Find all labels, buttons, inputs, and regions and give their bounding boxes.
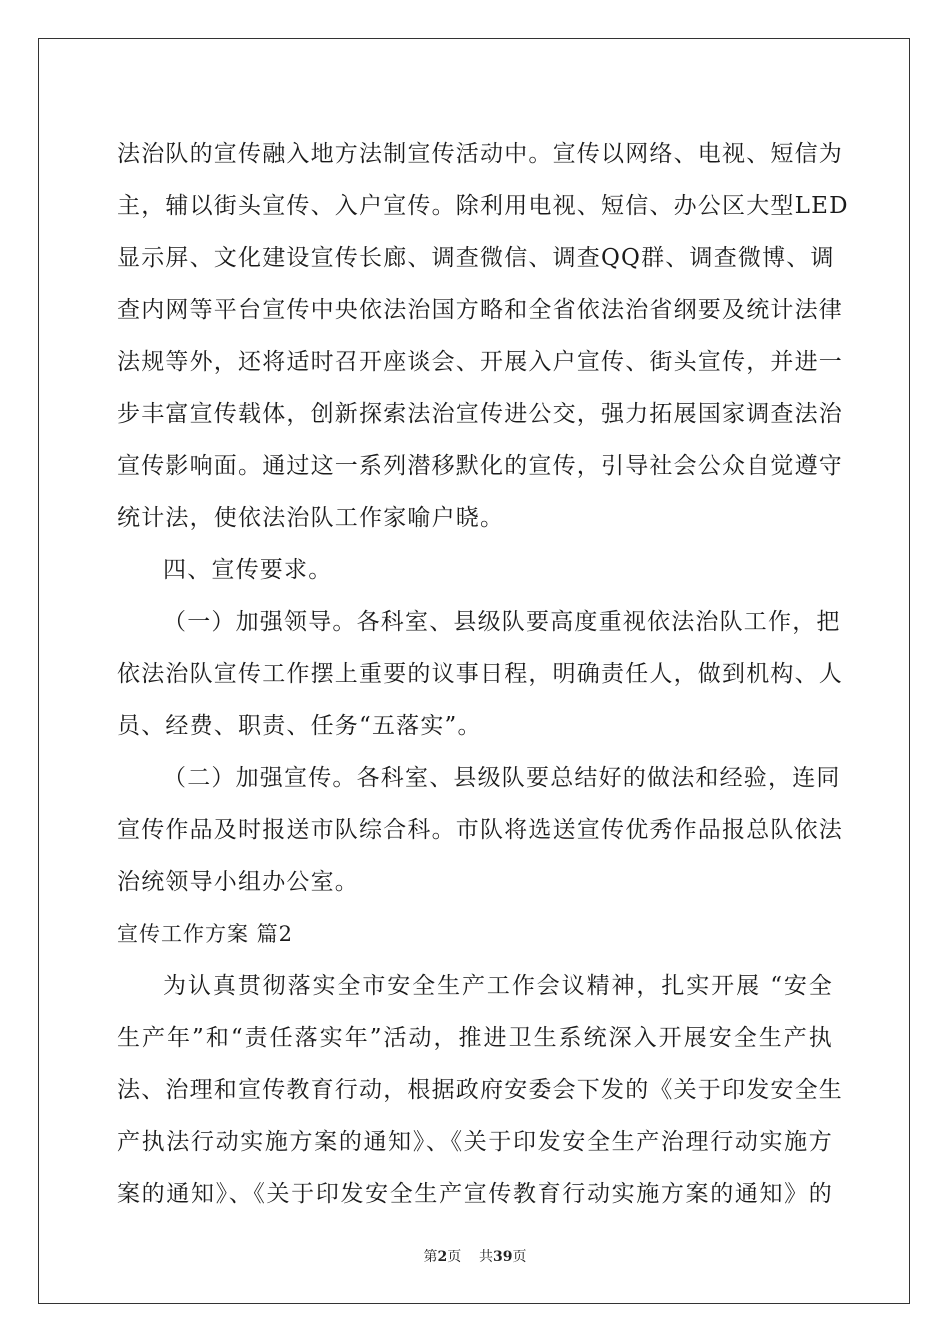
text-line: （一）加强领导。各科室、县级队要高度重视依法治队工作，把	[163, 609, 841, 635]
text-line: 生产年”和“责任落实年”活动，推进卫生系统深入开展安全生产执	[117, 1025, 833, 1051]
page-unit: 页	[447, 1249, 462, 1265]
text-line: 宣传影响面。通过这一系列潜移默化的宣传，引导社会公众自觉遵守	[117, 453, 843, 479]
total-unit: 页	[512, 1249, 527, 1265]
section-heading: 四、宣传要求。	[163, 557, 333, 583]
text-line: 产执法行动实施方案的通知》、《关于印发安全生产治理行动实施方	[117, 1129, 833, 1155]
page-footer	[0, 1246, 950, 1266]
text-line: 宣传作品及时报送市队综合科。市队将选送宣传优秀作品报总队依法	[117, 817, 843, 843]
total-prefix: 共	[479, 1249, 494, 1265]
text-line: 步丰富宣传载体，创新探索法治宣传进公交，强力拓展国家调查法治	[117, 401, 843, 427]
page-prefix: 第	[423, 1249, 438, 1265]
document-body	[117, 128, 849, 1220]
total-pages: 39	[493, 1249, 513, 1265]
text-line: 为认真贯彻落实全市安全生产工作会议精神，扎实开展 “安全	[163, 973, 833, 999]
text-line: 查内网等平台宣传中央依法治国方略和全省依法治省纲要及统计法律	[117, 297, 843, 323]
text-line: 案的通知》、《关于印发安全生产宣传教育行动实施方案的通知》的	[117, 1181, 833, 1207]
text-line: （二）加强宣传。各科室、县级队要总结好的做法和经验，连同	[163, 765, 841, 791]
text-line: 统计法，使依法治队工作家喻户晓。	[117, 505, 505, 531]
text-line: 依法治队宣传工作摆上重要的议事日程，明确责任人，做到机构、人	[117, 661, 843, 687]
text-line: 显示屏、文化建设宣传长廊、调查微信、调查QQ群、调查微博、调	[117, 245, 835, 271]
text-line: 法治队的宣传融入地方法制宣传活动中。宣传以网络、电视、短信为	[117, 141, 843, 167]
page-number: 2	[437, 1249, 448, 1265]
text-line: 法、治理和宣传教育行动，根据政府安委会下发的《关于印发安全生	[117, 1077, 843, 1103]
article-title: 宣传工作方案 篇2	[117, 922, 294, 946]
text-line: 员、经费、职责、任务“五落实”。	[117, 713, 482, 739]
text-line: 主，辅以街头宣传、入户宣传。除利用电视、短信、办公区大型LED	[117, 193, 849, 219]
text-line: 治统领导小组办公室。	[117, 869, 359, 895]
text-line: 法规等外，还将适时召开座谈会、开展入户宣传、街头宣传，并进一	[117, 349, 843, 375]
